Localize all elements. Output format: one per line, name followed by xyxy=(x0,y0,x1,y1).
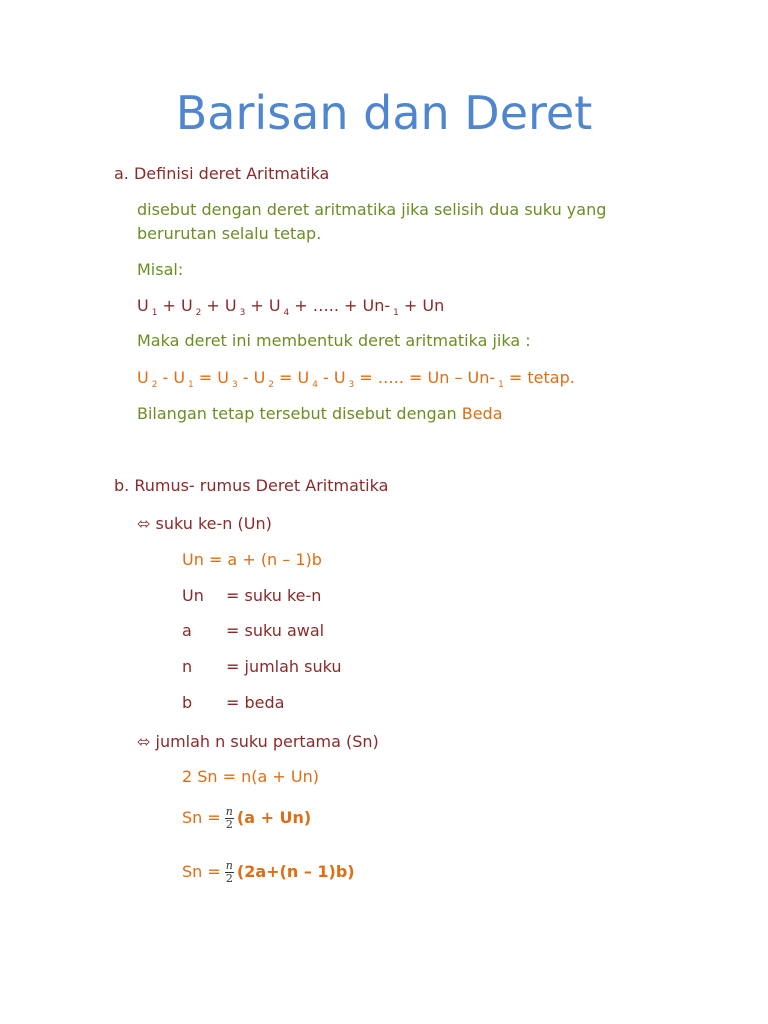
formula-un: Un = a + (n – 1)b xyxy=(182,550,322,569)
section-b-heading: b. Rumus- rumus Deret Aritmatika xyxy=(114,476,389,495)
series-expression: U $_1$ + U $_2$ + U $_3$ + U $_4$ + ….. + Un- $_1$ + Un xyxy=(137,296,445,318)
fraction-n-over-2: $\frac{n}{2}$ xyxy=(225,859,233,885)
definition-a: a = suku awal xyxy=(182,621,325,640)
item-jumlah-sn: ⬄ jumlah n suku pertama (Sn) xyxy=(137,732,379,751)
formula-2sn: 2 Sn = n(a + Un) xyxy=(182,767,319,786)
formula-sn-1: Sn = $\frac{n}{2}$ (a + Un) xyxy=(182,805,312,831)
condition-text: Maka deret ini membentuk deret aritmatika jika : xyxy=(137,331,531,350)
formula-sn-2: Sn = $\frac{n}{2}$ (2a+(n – 1)b) xyxy=(182,859,355,885)
double-arrow-icon: ⬄ xyxy=(137,514,151,533)
beda-sentence: Bilangan tetap tersebut disebut dengan Beda xyxy=(137,404,503,423)
section-a-heading: a. Definisi deret Aritmatika xyxy=(114,164,330,183)
definition-line-1: disebut dengan deret aritmatika jika selisih dua suku yang xyxy=(137,200,607,219)
misal-label: Misal: xyxy=(137,260,184,279)
definition-n: n = jumlah suku xyxy=(182,657,342,676)
item-suku-ke-n: ⬄ suku ke-n (Un) xyxy=(137,514,272,533)
definition-b: b = beda xyxy=(182,693,285,712)
definition-un: Un = suku ke-n xyxy=(182,586,322,605)
fraction-n-over-2: $\frac{n}{2}$ xyxy=(225,805,233,831)
double-arrow-icon: ⬄ xyxy=(137,732,151,751)
beda-term: Beda xyxy=(461,404,503,423)
definition-line-2: berurutan selalu tetap. xyxy=(137,224,322,243)
difference-equality: U $_2$ - U $_1$ = U $_3$ - U $_2$ = U $_4$ - U $_3$ = ….. = Un – Un- $_1$ = tetap. xyxy=(137,368,575,390)
page-title: Barisan dan Deret xyxy=(175,86,593,140)
